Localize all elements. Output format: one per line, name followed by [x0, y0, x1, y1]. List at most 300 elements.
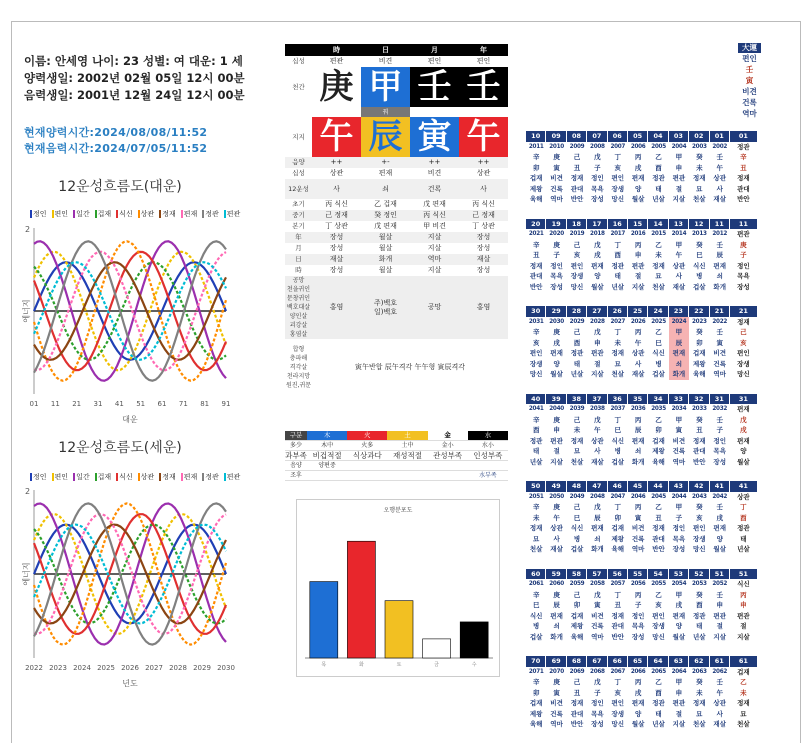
grid-cell[interactable]: 관대: [693, 447, 706, 455]
grid-cell[interactable]: 장생: [611, 709, 625, 718]
grid-cell[interactable]: 癸: [696, 678, 703, 686]
grid-cell[interactable]: 정인: [550, 261, 563, 270]
grid-cell[interactable]: 월살: [550, 370, 563, 378]
grid-cell[interactable]: 장성: [591, 720, 604, 728]
grid-cell[interactable]: 건록: [631, 534, 645, 543]
grid-cell[interactable]: 辰: [716, 251, 723, 259]
grid-cell[interactable]: 편재: [550, 611, 563, 620]
grid-cell[interactable]: 정재: [693, 174, 706, 182]
grid-cell[interactable]: 정재: [529, 261, 543, 270]
grid-cell[interactable]: 편인: [570, 261, 584, 270]
grid-cell[interactable]: 지살: [631, 282, 645, 291]
grid-cell[interactable]: 27: [587, 306, 607, 317]
grid-cell[interactable]: 2010: [549, 143, 564, 150]
grid-cell[interactable]: 子: [553, 251, 560, 259]
grid-cell[interactable]: 亥: [614, 163, 621, 172]
grid-cell[interactable]: 2021: [528, 231, 544, 237]
grid-cell[interactable]: 乙: [655, 328, 662, 336]
grid-cell[interactable]: 33: [669, 394, 689, 405]
grid-cell[interactable]: 양: [635, 184, 642, 193]
grid-cell[interactable]: 20: [526, 219, 546, 230]
grid-cell[interactable]: 쇠: [635, 447, 642, 455]
grid-cell[interactable]: 34: [648, 394, 668, 405]
grid-cell[interactable]: 子: [716, 426, 723, 434]
grid-cell[interactable]: 戊: [594, 590, 601, 599]
grid-cell[interactable]: 子: [634, 601, 642, 609]
grid-cell[interactable]: 癸: [696, 328, 703, 336]
grid-cell[interactable]: 묘: [696, 184, 703, 193]
grid-cell[interactable]: 癸: [696, 240, 703, 249]
grid-cell[interactable]: 식신: [693, 261, 706, 270]
grid-cell[interactable]: 망신: [652, 632, 665, 641]
grid-cell[interactable]: 편재: [591, 524, 604, 532]
grid-cell[interactable]: 정재: [570, 174, 584, 182]
grid-cell[interactable]: 2016: [630, 231, 646, 237]
grid-cell[interactable]: 천살: [611, 370, 625, 378]
grid-cell[interactable]: 장생: [570, 272, 584, 280]
grid-cell[interactable]: 申: [634, 251, 642, 259]
grid-cell[interactable]: 육해: [652, 457, 665, 466]
grid-cell[interactable]: 49: [546, 481, 566, 492]
grid-cell[interactable]: 庚: [553, 240, 560, 249]
grid-cell[interactable]: 정재: [652, 524, 665, 532]
grid-cell[interactable]: 32: [689, 394, 709, 405]
grid-cell[interactable]: 편관: [591, 349, 604, 357]
grid-cell[interactable]: 정인: [713, 436, 726, 445]
grid-cell[interactable]: 庚: [553, 328, 560, 336]
grid-cell[interactable]: 辛: [532, 590, 540, 599]
grid-cell[interactable]: 2070: [549, 668, 564, 675]
grid-cell[interactable]: 반안: [693, 457, 706, 466]
grid-cell[interactable]: 2071: [528, 668, 544, 675]
grid-cell[interactable]: 未: [614, 338, 621, 347]
grid-cell[interactable]: 辛: [532, 153, 540, 161]
grid-cell[interactable]: 壬: [716, 240, 723, 249]
grid-cell[interactable]: 비견: [713, 349, 726, 357]
grid-cell[interactable]: 子: [594, 688, 601, 697]
grid-cell[interactable]: 2053: [692, 581, 707, 587]
grid-cell[interactable]: 己: [573, 240, 581, 249]
grid-cell[interactable]: 乙: [655, 503, 662, 511]
grid-cell[interactable]: 정재: [611, 349, 625, 357]
grid-cell[interactable]: 정관: [611, 261, 625, 270]
grid-cell[interactable]: 겁재: [693, 349, 706, 357]
grid-cell[interactable]: 년살: [652, 720, 665, 728]
grid-cell[interactable]: 태: [655, 709, 662, 718]
grid-cell[interactable]: 48: [567, 481, 587, 492]
grid-cell[interactable]: 2052: [712, 581, 728, 587]
grid-cell[interactable]: 2029: [569, 318, 585, 325]
grid-cell[interactable]: 04: [648, 131, 668, 142]
grid-cell[interactable]: 酉: [614, 251, 621, 259]
grid-cell[interactable]: 64: [648, 656, 668, 667]
grid-cell[interactable]: 편관: [631, 261, 645, 270]
grid-cell[interactable]: 2065: [651, 668, 666, 675]
grid-cell[interactable]: 정재: [611, 611, 625, 620]
grid-cell[interactable]: 己: [573, 153, 581, 161]
grid-cell[interactable]: 50: [526, 481, 546, 492]
grid-cell[interactable]: 월살: [631, 195, 645, 203]
grid-cell[interactable]: 2020: [549, 231, 564, 237]
grid-cell[interactable]: 癸: [696, 153, 703, 161]
grid-cell[interactable]: 11: [710, 219, 730, 230]
grid-cell[interactable]: 戊: [594, 503, 601, 511]
grid-cell[interactable]: 2061: [528, 581, 544, 587]
grid-cell[interactable]: 천살: [652, 282, 665, 291]
grid-cell[interactable]: 05: [628, 131, 648, 142]
grid-cell[interactable]: 관대: [611, 622, 625, 630]
grid-cell[interactable]: 12: [689, 219, 709, 230]
grid-cell[interactable]: 절: [675, 709, 683, 718]
grid-cell[interactable]: 2030: [549, 318, 564, 325]
grid-cell[interactable]: 쇠: [553, 622, 560, 630]
grid-cell[interactable]: 46: [608, 481, 628, 492]
grid-cell[interactable]: 2045: [651, 493, 666, 500]
grid-cell[interactable]: 寅: [675, 426, 683, 434]
grid-cell[interactable]: 육해: [611, 545, 625, 553]
grid-cell[interactable]: 07: [587, 131, 607, 142]
grid-cell[interactable]: 戊: [594, 415, 601, 424]
grid-cell[interactable]: 지살: [550, 457, 563, 466]
grid-cell[interactable]: 절: [716, 622, 723, 630]
grid-cell[interactable]: 戊: [594, 328, 601, 336]
grid-cell[interactable]: 2003: [692, 143, 707, 150]
grid-cell[interactable]: 관대: [570, 184, 584, 193]
grid-cell[interactable]: 정재: [693, 699, 706, 707]
grid-cell[interactable]: 반안: [570, 195, 584, 203]
grid-cell[interactable]: 午: [716, 688, 723, 697]
grid-cell[interactable]: 양: [553, 359, 560, 368]
grid-cell[interactable]: 병: [533, 622, 540, 630]
grid-cell[interactable]: 壬: [716, 590, 723, 599]
grid-cell[interactable]: 辛: [532, 328, 540, 336]
grid-cell[interactable]: 47: [587, 481, 607, 492]
grid-cell[interactable]: 庚: [553, 153, 560, 161]
grid-cell[interactable]: 辛: [532, 678, 540, 686]
grid-cell[interactable]: 2022: [712, 318, 728, 325]
grid-cell[interactable]: 壬: [716, 153, 723, 161]
grid-cell[interactable]: 2013: [692, 231, 707, 237]
grid-cell[interactable]: 申: [594, 338, 601, 347]
grid-cell[interactable]: 역마: [631, 545, 645, 553]
grid-cell[interactable]: 겁재: [611, 524, 625, 532]
grid-cell[interactable]: 61: [710, 656, 730, 667]
grid-cell[interactable]: 천살: [570, 457, 584, 466]
grid-cell[interactable]: 甲: [675, 415, 683, 424]
grid-cell[interactable]: 절: [635, 272, 642, 280]
grid-cell[interactable]: 丙: [634, 240, 642, 249]
grid-cell[interactable]: 2042: [712, 493, 728, 500]
grid-cell[interactable]: 천살: [693, 720, 706, 728]
grid-cell[interactable]: 巳: [696, 251, 703, 259]
grid-cell[interactable]: 卯: [532, 688, 540, 697]
grid-cell[interactable]: 2055: [651, 581, 666, 587]
grid-cell[interactable]: 2067: [610, 668, 626, 675]
grid-cell[interactable]: 양: [716, 534, 723, 543]
grid-cell[interactable]: 식신: [529, 611, 543, 620]
grid-cell[interactable]: 戌: [553, 338, 560, 347]
grid-cell[interactable]: 21: [710, 306, 730, 317]
grid-cell[interactable]: 42: [689, 481, 709, 492]
grid-cell[interactable]: 巳: [655, 338, 662, 347]
grid-cell[interactable]: 02: [689, 131, 709, 142]
grid-cell[interactable]: 병: [573, 534, 581, 543]
grid-cell[interactable]: 乙: [655, 153, 662, 161]
grid-cell[interactable]: 건록: [713, 359, 726, 368]
grid-cell[interactable]: 辛: [532, 240, 540, 249]
grid-cell[interactable]: 2026: [630, 318, 646, 325]
grid-cell[interactable]: 편재: [669, 348, 689, 359]
grid-cell[interactable]: 14: [648, 219, 668, 230]
grid-cell[interactable]: 묘: [696, 709, 703, 718]
grid-cell[interactable]: 己: [573, 678, 581, 686]
grid-cell[interactable]: 2032: [712, 406, 728, 412]
grid-cell[interactable]: 2040: [549, 406, 564, 412]
grid-cell[interactable]: 庚: [553, 678, 560, 686]
grid-cell[interactable]: 정인: [631, 611, 645, 620]
grid-cell[interactable]: 역마: [672, 457, 686, 466]
grid-cell[interactable]: 丑: [532, 251, 540, 259]
grid-cell[interactable]: 장성: [672, 545, 686, 553]
grid-cell[interactable]: 未: [696, 688, 703, 697]
grid-cell[interactable]: 62: [689, 656, 709, 667]
grid-cell[interactable]: 2009: [569, 143, 585, 150]
grid-cell[interactable]: 정관: [652, 699, 665, 707]
grid-cell[interactable]: 편인: [652, 611, 665, 620]
grid-cell[interactable]: 반안: [611, 632, 625, 641]
grid-cell[interactable]: 2054: [671, 581, 687, 587]
grid-cell[interactable]: 태: [614, 272, 621, 280]
grid-cell[interactable]: 정관: [570, 349, 584, 357]
grid-cell[interactable]: 편재: [713, 524, 726, 532]
grid-cell[interactable]: 정관: [652, 174, 665, 182]
grid-cell[interactable]: 申: [553, 426, 560, 434]
grid-cell[interactable]: 卯: [696, 338, 703, 347]
grid-cell[interactable]: 甲: [675, 240, 683, 249]
grid-cell[interactable]: 庚: [553, 503, 560, 511]
grid-cell[interactable]: 2057: [610, 581, 626, 587]
grid-cell[interactable]: 화개: [631, 457, 645, 466]
grid-cell[interactable]: 사: [594, 447, 601, 455]
grid-cell[interactable]: 乙: [655, 415, 662, 424]
grid-cell[interactable]: 절: [675, 184, 683, 193]
grid-cell[interactable]: 식신: [570, 524, 584, 532]
grid-cell[interactable]: 卯: [573, 601, 581, 609]
grid-cell[interactable]: 제왕: [652, 447, 665, 455]
grid-cell[interactable]: 08: [567, 131, 587, 142]
grid-cell[interactable]: 甲: [675, 590, 683, 599]
grid-cell[interactable]: 58: [567, 569, 587, 580]
grid-cell[interactable]: 19: [546, 219, 566, 230]
grid-cell[interactable]: 재살: [550, 545, 563, 553]
grid-cell[interactable]: 戌: [675, 601, 683, 609]
grid-cell[interactable]: 태: [573, 359, 581, 368]
grid-cell[interactable]: 2060: [549, 581, 564, 587]
grid-cell[interactable]: 장생: [611, 184, 625, 193]
grid-cell[interactable]: 제왕: [570, 622, 584, 630]
grid-cell[interactable]: 목욕: [672, 534, 686, 543]
grid-cell[interactable]: 월살: [672, 632, 686, 641]
grid-cell[interactable]: 지살: [591, 370, 604, 378]
grid-cell[interactable]: 관대: [570, 709, 584, 718]
grid-cell[interactable]: 巳: [614, 426, 621, 434]
grid-cell[interactable]: 29: [546, 306, 566, 317]
grid-cell[interactable]: 辰: [634, 426, 642, 434]
grid-cell[interactable]: 병: [696, 272, 703, 280]
grid-cell[interactable]: 2063: [692, 668, 707, 675]
grid-cell[interactable]: 편관: [672, 699, 686, 707]
grid-cell[interactable]: 甲: [675, 503, 683, 511]
grid-cell[interactable]: 2033: [692, 406, 707, 412]
grid-cell[interactable]: 상관: [713, 174, 726, 182]
grid-cell[interactable]: 2062: [712, 668, 728, 675]
grid-cell[interactable]: 壬: [716, 503, 723, 511]
grid-cell[interactable]: 2023: [692, 318, 707, 325]
grid-cell[interactable]: 지살: [713, 632, 726, 641]
grid-cell[interactable]: 2058: [590, 581, 605, 587]
grid-cell[interactable]: 39: [546, 394, 566, 405]
grid-cell[interactable]: 戌: [716, 513, 723, 522]
grid-cell[interactable]: 역마: [713, 370, 726, 378]
grid-cell[interactable]: 己: [573, 415, 581, 424]
grid-cell[interactable]: 병: [655, 359, 662, 368]
grid-cell[interactable]: 卯: [614, 513, 621, 522]
grid-cell[interactable]: 68: [567, 656, 587, 667]
grid-cell[interactable]: 丁: [614, 328, 621, 336]
grid-cell[interactable]: 쇠: [669, 359, 689, 370]
grid-cell[interactable]: 정재: [652, 261, 665, 270]
grid-cell[interactable]: 재살: [591, 457, 604, 466]
grid-cell[interactable]: 2008: [590, 143, 605, 150]
grid-cell[interactable]: 己: [573, 328, 581, 336]
grid-cell[interactable]: 未: [655, 251, 662, 259]
grid-cell[interactable]: 목욕: [591, 184, 604, 193]
grid-cell[interactable]: 申: [716, 601, 723, 609]
grid-cell[interactable]: 55: [628, 569, 648, 580]
grid-cell[interactable]: 丁: [614, 503, 621, 511]
grid-cell[interactable]: 장성: [713, 457, 726, 466]
grid-cell[interactable]: 관대: [652, 534, 665, 543]
grid-cell[interactable]: 겁살: [529, 632, 543, 641]
grid-cell[interactable]: 년살: [693, 632, 706, 641]
grid-cell[interactable]: 2011: [528, 143, 544, 150]
grid-cell[interactable]: 정재: [693, 436, 706, 445]
grid-cell[interactable]: 정재: [529, 524, 543, 532]
grid-cell[interactable]: 상관: [631, 349, 645, 357]
grid-cell[interactable]: 40: [526, 394, 546, 405]
grid-cell[interactable]: 酉: [655, 688, 662, 697]
grid-cell[interactable]: 己: [573, 503, 581, 511]
grid-cell[interactable]: 戊: [594, 153, 601, 161]
grid-cell[interactable]: 망신: [611, 720, 625, 728]
grid-cell[interactable]: 25: [628, 306, 648, 317]
grid-cell[interactable]: 화개: [591, 545, 604, 553]
grid-cell[interactable]: 子: [594, 163, 601, 172]
grid-cell[interactable]: 69: [546, 656, 566, 667]
grid-cell[interactable]: 2004: [671, 143, 687, 150]
grid-cell[interactable]: 편재: [550, 349, 563, 357]
grid-cell[interactable]: 비견: [631, 524, 645, 532]
grid-cell[interactable]: 辰: [669, 338, 689, 349]
grid-cell[interactable]: 목욕: [713, 447, 726, 455]
grid-cell[interactable]: 酉: [655, 163, 662, 172]
grid-cell[interactable]: 천살: [529, 545, 543, 553]
grid-cell[interactable]: 甲: [675, 153, 683, 161]
grid-cell[interactable]: 사: [716, 184, 723, 193]
grid-cell[interactable]: 제왕: [611, 534, 625, 543]
grid-cell[interactable]: 庚: [553, 415, 560, 424]
grid-cell[interactable]: 재살: [713, 720, 726, 728]
grid-cell[interactable]: 재살: [631, 370, 645, 378]
grid-cell[interactable]: 편재: [631, 699, 645, 707]
grid-cell[interactable]: 제왕: [693, 359, 706, 368]
grid-cell[interactable]: 未: [573, 426, 581, 434]
grid-cell[interactable]: 2007: [610, 143, 626, 150]
grid-cell[interactable]: 丙: [634, 503, 642, 511]
grid-cell[interactable]: 건록: [550, 709, 563, 718]
grid-cell[interactable]: 사: [716, 709, 723, 718]
grid-cell[interactable]: 丁: [614, 678, 621, 686]
grid-cell[interactable]: 2025: [651, 318, 666, 325]
grid-cell[interactable]: 2006: [630, 143, 646, 150]
grid-cell[interactable]: 丁: [614, 153, 621, 161]
grid-cell[interactable]: 午: [716, 163, 723, 172]
grid-cell[interactable]: 2036: [630, 406, 646, 412]
grid-cell[interactable]: 63: [669, 656, 689, 667]
grid-cell[interactable]: 2035: [651, 406, 666, 412]
grid-cell[interactable]: 역마: [591, 632, 604, 641]
grid-cell[interactable]: 丑: [573, 163, 581, 172]
grid-cell[interactable]: 亥: [573, 251, 581, 259]
grid-cell[interactable]: 31: [710, 394, 730, 405]
grid-cell[interactable]: 2015: [651, 231, 666, 237]
grid-cell[interactable]: 16: [608, 219, 628, 230]
grid-cell[interactable]: 辛: [532, 503, 540, 511]
grid-cell[interactable]: 41: [710, 481, 730, 492]
grid-cell[interactable]: 장성: [550, 282, 563, 291]
grid-cell[interactable]: 65: [628, 656, 648, 667]
grid-cell[interactable]: 망신: [529, 370, 543, 378]
grid-cell[interactable]: 비견: [550, 699, 563, 707]
grid-cell[interactable]: 편인: [529, 349, 543, 357]
grid-cell[interactable]: 2014: [671, 231, 687, 237]
grid-cell[interactable]: 2046: [630, 493, 646, 500]
grid-cell[interactable]: 53: [669, 569, 689, 580]
grid-cell[interactable]: 재살: [672, 282, 686, 291]
grid-cell[interactable]: 지살: [672, 720, 686, 728]
grid-cell[interactable]: 辛: [532, 415, 540, 424]
grid-cell[interactable]: 상관: [672, 261, 686, 270]
grid-cell[interactable]: 양: [635, 709, 642, 718]
grid-cell[interactable]: 2064: [671, 668, 687, 675]
grid-cell[interactable]: 정인: [672, 524, 686, 532]
grid-cell[interactable]: 묘: [573, 447, 581, 455]
grid-cell[interactable]: 06: [608, 131, 628, 142]
grid-cell[interactable]: 10: [526, 131, 546, 142]
grid-cell[interactable]: 亥: [655, 601, 662, 609]
grid-cell[interactable]: 제왕: [529, 184, 543, 193]
grid-cell[interactable]: 38: [567, 394, 587, 405]
grid-cell[interactable]: 장생: [652, 622, 665, 630]
grid-cell[interactable]: 년살: [570, 370, 584, 378]
grid-cell[interactable]: 월살: [713, 545, 726, 553]
grid-cell[interactable]: 2051: [528, 493, 544, 500]
grid-cell[interactable]: 2044: [671, 493, 687, 500]
grid-cell[interactable]: 2019: [569, 231, 585, 237]
grid-cell[interactable]: 巳: [573, 513, 581, 522]
grid-cell[interactable]: 54: [648, 569, 668, 580]
grid-cell[interactable]: 37: [587, 394, 607, 405]
